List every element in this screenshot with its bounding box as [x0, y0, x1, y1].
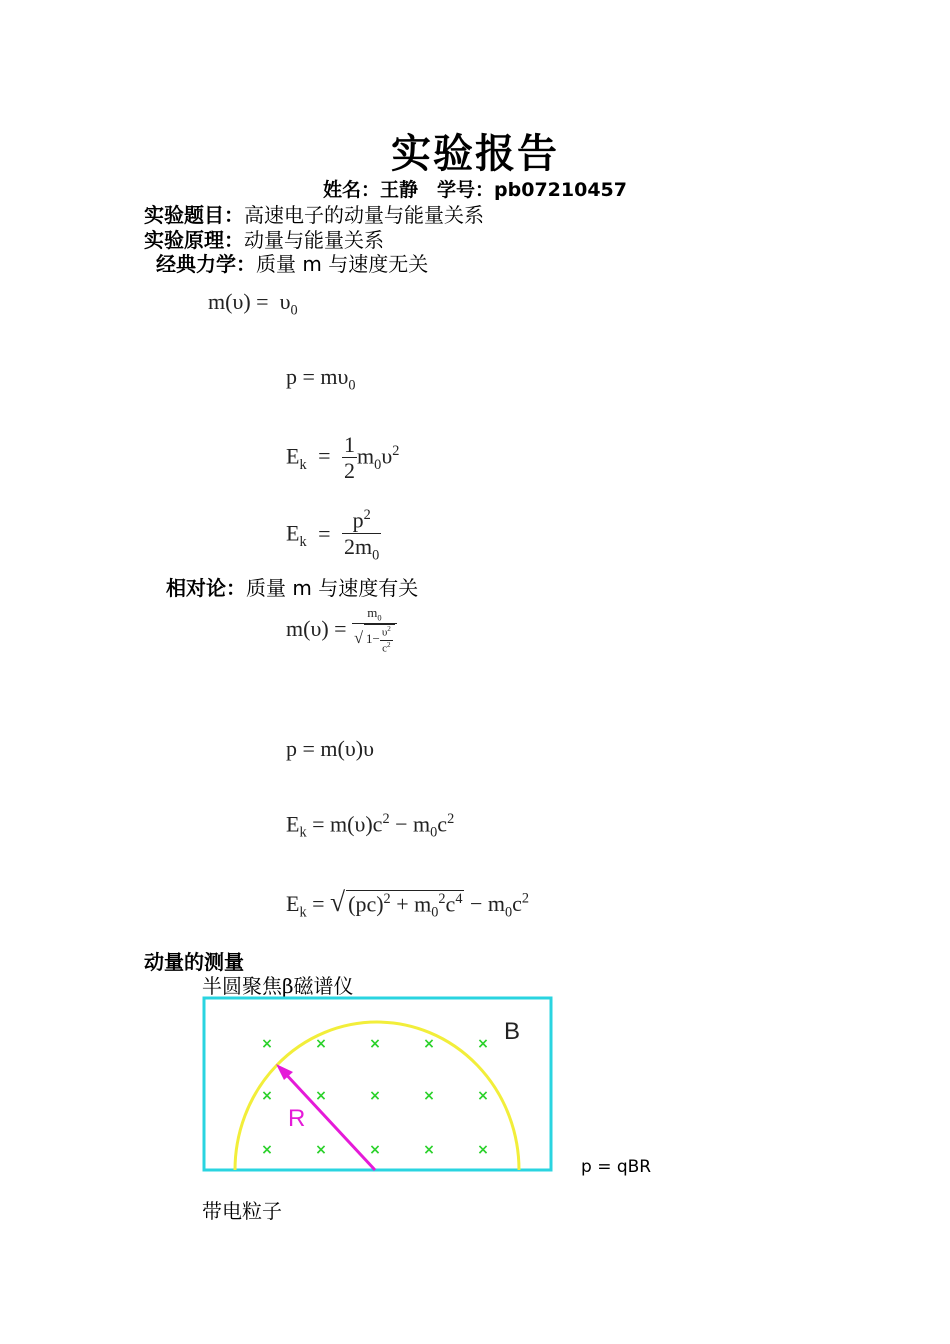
eq8-radical-icon: √	[330, 886, 346, 917]
eq5-vsup: 2	[387, 625, 391, 634]
eq3-v: υ	[381, 443, 393, 469]
eq8-rad-bsup: 2	[438, 890, 446, 907]
relativity-row	[166, 572, 418, 601]
eq3-fraction	[342, 432, 357, 485]
eq7-c: c	[437, 811, 448, 837]
momentum-formula: p = qBR	[581, 1157, 652, 1177]
field-mark-icon: ×	[369, 1088, 381, 1104]
equation-classical-energy-half	[286, 432, 399, 485]
eq3-E: E	[286, 443, 300, 469]
eq6-text: p = m(υ)υ	[286, 736, 374, 761]
eq5-radical-icon: √	[354, 629, 363, 648]
eq3-m: m	[357, 443, 375, 469]
spectrometer-diagram	[200, 994, 556, 1174]
eq3-k: k	[299, 456, 307, 473]
field-mark-icon: ×	[261, 1088, 273, 1104]
field-mark-icon: ×	[315, 1036, 327, 1052]
eq7-E: E	[286, 811, 300, 837]
eq4-k: k	[299, 534, 307, 551]
eq8-eq: =	[306, 891, 331, 916]
field-mark-icon: ×	[423, 1036, 435, 1052]
eq8-rad-a: (pc)	[348, 891, 384, 916]
topic-label: 实验题目：	[144, 203, 244, 227]
eq5-num: m	[367, 605, 378, 620]
eq4-densub: 0	[372, 547, 380, 564]
eq8-k: k	[299, 904, 307, 921]
eq8-rad-csup: 4	[455, 890, 463, 907]
classical-value: 质量 m 与速度无关	[256, 252, 429, 276]
field-mark-icon: ×	[477, 1142, 489, 1158]
relativity-value: 质量 m 与速度有关	[246, 576, 419, 600]
radius-label: R	[288, 1105, 306, 1132]
field-label: B	[504, 1018, 521, 1045]
eq8-E: E	[286, 891, 300, 916]
eq5-csup: 2	[387, 640, 391, 649]
eq3-vsup: 2	[392, 443, 400, 460]
field-mark-icon: ×	[315, 1088, 327, 1104]
field-mark-icon: ×	[423, 1088, 435, 1104]
eq7-k: k	[299, 824, 307, 841]
particle-label: 带电粒子	[202, 1199, 282, 1223]
eq5-v: υ	[381, 626, 388, 639]
eq5-c: c	[382, 642, 388, 655]
measurement-heading: 动量的测量	[144, 950, 244, 974]
eq8-tail-a: − m	[464, 891, 505, 916]
equation-classical-momentum	[286, 364, 356, 394]
eq1-sub: 0	[290, 302, 298, 319]
principle-value: 动量与能量关系	[244, 228, 384, 252]
instrument-label: 半圆聚焦β磁谱仪	[202, 974, 354, 998]
eq8-rad-asup: 2	[383, 890, 391, 907]
classical-label: 经典力学：	[156, 252, 256, 276]
eq4-numsup: 2	[363, 507, 371, 523]
eq3-eq: =	[318, 443, 331, 469]
equation-relativistic-mass	[286, 606, 397, 655]
equation-classical-energy-momentum	[286, 507, 381, 564]
relativity-label: 相对论：	[166, 576, 246, 600]
field-mark-icon: ×	[477, 1036, 489, 1052]
principle-label: 实验原理：	[144, 228, 244, 252]
eq3-num: 1	[344, 432, 356, 457]
field-mark-icon: ×	[261, 1142, 273, 1158]
eq7-a: = m(υ)c	[306, 811, 383, 837]
eq4-E: E	[286, 520, 300, 546]
eq3-den: 2	[344, 458, 356, 484]
eq5-fraction	[352, 606, 397, 655]
eq8-rad-c: c	[445, 891, 456, 916]
eq4-eq: =	[318, 520, 331, 546]
page-title: 实验报告	[391, 131, 559, 177]
eq7-bsub: 0	[430, 824, 438, 841]
eq5-lhs: m(υ) =	[286, 615, 347, 641]
eq2-sub: 0	[348, 377, 356, 394]
eq3-msub: 0	[374, 456, 382, 473]
field-mark-icon: ×	[261, 1036, 273, 1052]
field-mark-icon: ×	[423, 1142, 435, 1158]
eq8-rad-b: + m	[390, 891, 432, 916]
field-mark-icon: ×	[477, 1088, 489, 1104]
eq1-lhs: m(υ) =	[208, 289, 269, 314]
eq4-den: 2m	[344, 533, 373, 559]
field-mark-icon: ×	[315, 1142, 327, 1158]
topic-value: 高速电子的动量与能量关系	[244, 203, 484, 227]
equation-relativistic-momentum	[286, 736, 374, 762]
eq7-asup: 2	[382, 811, 390, 827]
eq5-numsub: 0	[377, 612, 382, 623]
eq7-b: − m	[389, 811, 431, 837]
field-mark-icon: ×	[369, 1036, 381, 1052]
eq7-csup: 2	[447, 811, 455, 827]
eq5-one: 1−	[366, 631, 380, 647]
eq8-tail-c: c	[512, 891, 522, 916]
eq8-tail-sup: 2	[521, 890, 530, 907]
equation-classical-mass	[208, 289, 298, 319]
field-mark-icon: ×	[369, 1142, 381, 1158]
eq2-lhs: p = mυ	[286, 364, 349, 389]
eq1-rhs: υ	[279, 289, 291, 314]
eq8-rad-bsub: 0	[431, 904, 439, 921]
equation-relativistic-energy-momentum	[286, 886, 529, 921]
eq4-fraction	[342, 507, 381, 564]
eq4-num: p	[352, 507, 364, 533]
equation-relativistic-energy	[286, 811, 454, 842]
eq8-tail-sub: 0	[505, 904, 513, 921]
author-line: 姓名：王静 学号：pb07210457	[323, 179, 627, 201]
classical-row	[156, 248, 428, 277]
field-marks	[261, 1036, 489, 1158]
